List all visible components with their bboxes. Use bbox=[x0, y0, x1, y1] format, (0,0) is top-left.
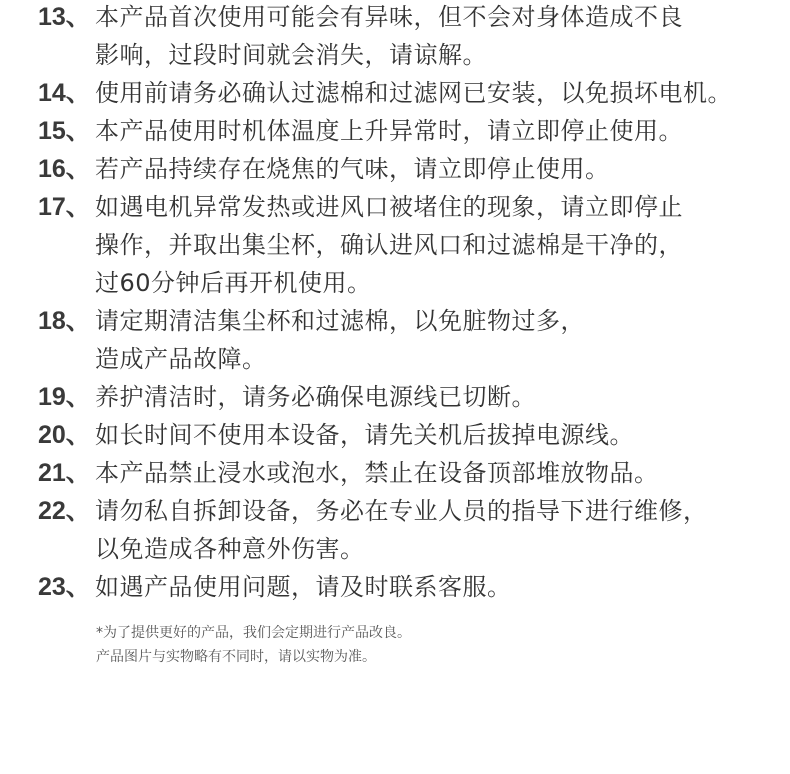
item-number: 18、 bbox=[38, 307, 91, 335]
item-text-line: 本产品禁止浸水或泡水，禁止在设备顶部堆放物品。 bbox=[95, 459, 659, 487]
item-text-line: 请勿私自拆卸设备，务必在专业人员的指导下进行维修， bbox=[95, 497, 708, 525]
footnote-line-1: *为了提供更好的产品，我们会定期进行产品改良。 bbox=[96, 625, 411, 641]
footnote-line-2: 产品图片与实物略有不同时，请以实物为准。 bbox=[96, 649, 376, 665]
item-text-line: 影响，过段时间就会消失，请谅解。 bbox=[95, 41, 487, 69]
item-number: 23、 bbox=[38, 573, 91, 601]
item-text-line: 本产品使用时机体温度上升异常时，请立即停止使用。 bbox=[95, 117, 683, 145]
item-number: 20、 bbox=[38, 421, 91, 449]
item-text-line: 如遇电机异常发热或进风口被堵住的现象，请立即停止 bbox=[95, 193, 683, 221]
item-text-line: 如遇产品使用问题，请及时联系客服。 bbox=[95, 573, 512, 601]
item-text-line: 操作，并取出集尘杯，确认进风口和过滤棉是干净的， bbox=[95, 231, 683, 259]
item-number: 13、 bbox=[38, 3, 91, 31]
item-number: 22、 bbox=[38, 497, 91, 525]
item-number: 17、 bbox=[38, 193, 91, 221]
item-number: 21、 bbox=[38, 459, 91, 487]
item-text-line: 使用前请务必确认过滤棉和过滤网已安装，以免损坏电机。 bbox=[95, 79, 732, 107]
item-text-line: 本产品首次使用可能会有异味，但不会对身体造成不良 bbox=[95, 3, 683, 31]
item-text-line: 过60分钟后再开机使用。 bbox=[95, 269, 372, 297]
item-text-line: 养护清洁时，请务必确保电源线已切断。 bbox=[95, 383, 536, 411]
item-text-line: 如长时间不使用本设备，请先关机后拔掉电源线。 bbox=[95, 421, 634, 449]
item-number: 16、 bbox=[38, 155, 91, 183]
item-text-line: 请定期清洁集尘杯和过滤棉，以免脏物过多， bbox=[95, 307, 585, 335]
item-text-line: 造成产品故障。 bbox=[95, 345, 267, 373]
item-text-line: 以免造成各种意外伤害。 bbox=[95, 535, 365, 563]
item-number: 15、 bbox=[38, 117, 91, 145]
item-text-line: 若产品持续存在烧焦的气味，请立即停止使用。 bbox=[95, 155, 610, 183]
item-number: 14、 bbox=[38, 79, 91, 107]
item-number: 19、 bbox=[38, 383, 91, 411]
